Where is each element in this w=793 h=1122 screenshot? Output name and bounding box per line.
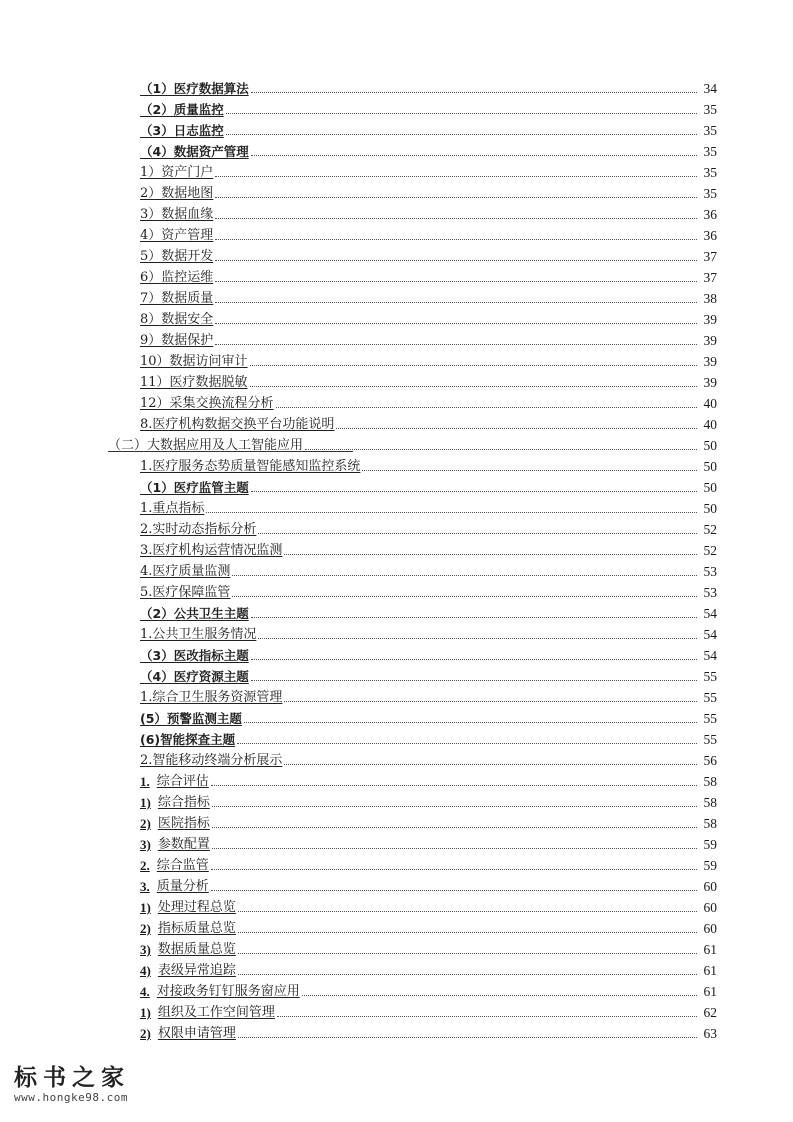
toc-entry[interactable] — [0, 894, 793, 915]
toc-dot-leader — [258, 638, 697, 639]
toc-page-number: 52 — [703, 543, 717, 558]
toc-entry-title[interactable]: 参数配置 — [157, 837, 210, 852]
toc-dot-leader — [250, 365, 697, 366]
toc-entry-title[interactable]: 10）数据访问审计 — [140, 354, 248, 369]
toc-entry-title[interactable]: 综合指标 — [157, 795, 210, 810]
toc-dot-leader — [251, 491, 697, 492]
toc-page-number: 40 — [703, 417, 717, 432]
toc-entry[interactable] — [0, 264, 793, 285]
toc-entry[interactable] — [0, 810, 793, 831]
toc-page-number: 35 — [703, 123, 717, 138]
toc-entry[interactable] — [0, 306, 793, 327]
toc-entry-number: 1) — [140, 900, 151, 915]
toc-entry[interactable] — [0, 600, 793, 621]
toc-entry[interactable] — [0, 201, 793, 222]
toc-page-number: 63 — [703, 1026, 717, 1041]
toc-entry-title[interactable]: （3）医改指标主题 — [140, 648, 249, 663]
toc-entry[interactable] — [0, 516, 793, 537]
toc-page-number: 53 — [703, 564, 717, 579]
toc-dot-leader — [251, 617, 697, 618]
toc-entry[interactable] — [0, 663, 793, 684]
toc-entry[interactable] — [0, 285, 793, 306]
toc-entry-title[interactable]: 5）数据开发 — [140, 249, 214, 264]
toc-entry-title[interactable]: 数据质量总览 — [157, 942, 236, 957]
toc-entry-title[interactable]: （2）质量监控 — [140, 102, 224, 117]
toc-entry[interactable] — [0, 768, 793, 789]
toc-dot-leader — [215, 281, 697, 282]
toc-page-number: 60 — [703, 921, 717, 936]
toc-entry-title[interactable]: （1）医疗监管主题 — [140, 480, 249, 495]
toc-entry-number: 4) — [140, 963, 151, 978]
toc-entry-title[interactable]: 11）医疗数据脱敏 — [140, 375, 248, 390]
toc-entry[interactable] — [0, 495, 793, 516]
toc-page-number: 36 — [703, 228, 717, 243]
toc-dot-leader — [206, 512, 697, 513]
toc-entry-title[interactable]: 组织及工作空间管理 — [157, 1005, 275, 1020]
toc-page-number: 35 — [703, 186, 717, 201]
toc-entry-title[interactable]: 8）数据安全 — [140, 312, 214, 327]
toc-entry-title[interactable]: （1）医疗数据算法 — [140, 81, 249, 96]
toc-entry-number: 3. — [140, 879, 150, 894]
toc-dot-leader — [238, 953, 697, 954]
toc-dot-leader — [215, 197, 697, 198]
toc-entry[interactable] — [0, 621, 793, 642]
toc-dot-leader — [258, 533, 697, 534]
toc-dot-leader — [211, 890, 697, 891]
toc-entry[interactable] — [0, 579, 793, 600]
toc-entry[interactable] — [0, 474, 793, 495]
toc-entry[interactable] — [0, 117, 793, 138]
toc-entry[interactable] — [0, 537, 793, 558]
toc-entry-title[interactable]: 质量分析 — [156, 879, 209, 894]
toc-entry-number: 1) — [140, 795, 151, 810]
toc-page-number: 39 — [703, 333, 717, 348]
toc-dot-leader — [211, 785, 697, 786]
toc-dot-leader — [284, 554, 697, 555]
toc-entry[interactable] — [0, 138, 793, 159]
toc-dot-leader — [238, 932, 697, 933]
toc-dot-leader — [232, 575, 697, 576]
toc-page-number: 61 — [703, 963, 717, 978]
toc-entry[interactable] — [0, 726, 793, 747]
toc-page-number: 59 — [703, 858, 717, 873]
toc-entry[interactable] — [0, 432, 793, 453]
toc-entry-number: 2) — [140, 1026, 151, 1041]
toc-dot-leader — [305, 449, 697, 450]
toc-dot-leader — [277, 1016, 697, 1017]
toc-entry[interactable] — [0, 369, 793, 390]
toc-page-number: 55 — [703, 690, 717, 705]
toc-page-number: 38 — [703, 291, 717, 306]
toc-dot-leader — [302, 995, 697, 996]
toc-page-number: 54 — [703, 648, 717, 663]
toc-page-number: 52 — [703, 522, 717, 537]
toc-entry-title[interactable]: 处理过程总览 — [157, 900, 236, 915]
toc-dot-leader — [215, 176, 697, 177]
toc-entry-title[interactable]: （2）公共卫生主题 — [140, 606, 249, 621]
toc-entry[interactable] — [0, 789, 793, 810]
toc-page-number: 54 — [703, 627, 717, 642]
toc-dot-leader — [226, 134, 697, 135]
toc-entry-title[interactable]: 医院指标 — [157, 816, 210, 831]
toc-dot-leader — [215, 239, 697, 240]
toc-dot-leader — [251, 659, 697, 660]
toc-entry[interactable] — [0, 96, 793, 117]
toc-page-number: 55 — [703, 711, 717, 726]
toc-dot-leader — [284, 764, 697, 765]
toc-entry[interactable] — [0, 684, 793, 705]
toc-dot-leader — [250, 386, 697, 387]
toc-page-number: 39 — [703, 312, 717, 327]
toc-entry[interactable] — [0, 243, 793, 264]
toc-entry[interactable] — [0, 453, 793, 474]
toc-entry[interactable] — [0, 75, 793, 96]
toc-entry[interactable] — [0, 327, 793, 348]
toc-dot-leader — [284, 701, 697, 702]
toc-entry-title[interactable]: 1.综合卫生服务资源管理 — [140, 690, 283, 705]
toc-page-number: 35 — [703, 144, 717, 159]
toc-page-number: 55 — [703, 732, 717, 747]
toc-dot-leader — [244, 722, 697, 723]
toc-page-number: 62 — [703, 1005, 717, 1020]
toc-dot-leader — [212, 827, 697, 828]
toc-entry-title[interactable]: 1.重点指标 — [140, 501, 205, 516]
toc-entry-title[interactable]: 表级异常追踪 — [157, 963, 236, 978]
toc-dot-leader — [215, 218, 697, 219]
toc-dot-leader — [232, 596, 697, 597]
toc-dot-leader — [212, 806, 697, 807]
toc-dot-leader — [251, 155, 697, 156]
toc-entry-title[interactable]: 6）监控运维 — [140, 270, 214, 285]
toc-page-number: 39 — [703, 354, 717, 369]
watermark-url: www.hongke98.com — [14, 1091, 128, 1104]
toc-entry-title[interactable]: 3.医疗机构运营情况监测 — [140, 543, 283, 558]
toc-entry-title[interactable]: 1）资产门户 — [140, 165, 214, 180]
toc-dot-leader — [251, 680, 697, 681]
toc-entry-title[interactable]: 4.医疗质量监测 — [140, 564, 231, 579]
toc-entry-title[interactable]: 指标质量总览 — [157, 921, 236, 936]
toc-entry-title[interactable]: 对接政务钉钉服务窗应用 — [156, 984, 300, 999]
toc-page-number: 54 — [703, 606, 717, 621]
toc-page-number: 37 — [703, 249, 717, 264]
toc-page-number: 35 — [703, 102, 717, 117]
toc-entry[interactable] — [0, 936, 793, 957]
toc-entry[interactable] — [0, 390, 793, 411]
toc-page-number: 40 — [703, 396, 717, 411]
toc-dot-leader — [362, 470, 697, 471]
toc-entry[interactable] — [0, 558, 793, 579]
toc-entry[interactable] — [0, 159, 793, 180]
toc-page-number: 53 — [703, 585, 717, 600]
toc-entry[interactable] — [0, 999, 793, 1020]
toc-dot-leader — [211, 869, 697, 870]
toc-dot-leader — [336, 428, 697, 429]
toc-entry-title[interactable]: 1.医疗服务态势质量智能感知监控系统 — [140, 459, 361, 474]
toc-entry[interactable] — [0, 978, 793, 999]
toc-page-number: 60 — [703, 879, 717, 894]
toc-dot-leader — [238, 1037, 697, 1038]
toc-dot-leader — [212, 848, 697, 849]
toc-entry-number: 1. — [140, 774, 150, 789]
toc-entry-title[interactable]: 综合监管 — [156, 858, 209, 873]
toc-entry-title[interactable]: （3）日志监控 — [140, 123, 224, 138]
toc-dot-leader — [215, 260, 697, 261]
toc-dot-leader — [251, 92, 697, 93]
toc-entry-title[interactable]: 2）数据地图 — [140, 186, 214, 201]
toc-entry-title[interactable]: 权限申请管理 — [157, 1026, 236, 1041]
toc-entry[interactable] — [0, 852, 793, 873]
toc-entry-title[interactable]: 2.实时动态指标分析 — [140, 522, 257, 537]
toc-entry[interactable] — [0, 705, 793, 726]
toc-entry[interactable] — [0, 747, 793, 768]
toc-entry-title[interactable]: 5.医疗保障监管 — [140, 585, 231, 600]
toc-page-number: 59 — [703, 837, 717, 852]
toc-page-number: 58 — [703, 816, 717, 831]
toc-dot-leader — [238, 911, 697, 912]
toc-entry-title[interactable]: 3）数据血缘 — [140, 207, 214, 222]
toc-entry[interactable] — [0, 957, 793, 978]
toc-page-number: 55 — [703, 669, 717, 684]
toc-entry[interactable] — [0, 222, 793, 243]
toc-dot-leader — [215, 344, 697, 345]
toc-entry-number: 1) — [140, 1005, 151, 1020]
toc-entry-title[interactable]: 7）数据质量 — [140, 291, 214, 306]
toc-dot-leader — [237, 743, 697, 744]
toc-entry-title[interactable]: （4）医疗资源主题 — [140, 669, 249, 684]
toc-dot-leader — [276, 407, 697, 408]
toc-entry-title[interactable]: （二）大数据应用及人工智能应用 — [108, 438, 304, 453]
toc-dot-leader — [226, 113, 697, 114]
toc-entry-title[interactable]: 2.智能移动终端分析展示 — [140, 753, 283, 768]
toc-entry-title[interactable]: (5）预警监测主题 — [140, 711, 242, 726]
toc-page-number: 35 — [703, 165, 717, 180]
toc-page-number: 34 — [703, 81, 717, 96]
toc-entry[interactable] — [0, 411, 793, 432]
toc-page-number: 37 — [703, 270, 717, 285]
toc-page-number: 50 — [703, 438, 717, 453]
toc-entry-title[interactable]: 8.医疗机构数据交换平台功能说明 — [140, 417, 335, 432]
toc-page-number: 50 — [703, 501, 717, 516]
toc-page-number: 56 — [703, 753, 717, 768]
toc-page-number: 61 — [703, 942, 717, 957]
toc-page-number: 50 — [703, 459, 717, 474]
toc-entry-title[interactable]: 4）资产管理 — [140, 228, 214, 243]
toc-page-number: 39 — [703, 375, 717, 390]
toc-page-number: 50 — [703, 480, 717, 495]
toc-entry-number: 3) — [140, 837, 151, 852]
toc-dot-leader — [215, 302, 697, 303]
toc-entry-number: 3) — [140, 942, 151, 957]
toc-entry-title[interactable]: (6)智能探查主题 — [140, 732, 236, 747]
toc-entry[interactable] — [0, 873, 793, 894]
toc-entry[interactable] — [0, 180, 793, 201]
toc-page-number: 58 — [703, 774, 717, 789]
watermark-logo — [14, 1065, 174, 1104]
toc-entry-title[interactable]: （4）数据资产管理 — [140, 144, 249, 159]
toc-dot-leader — [238, 974, 697, 975]
toc-entry[interactable] — [0, 348, 793, 369]
toc-entry[interactable] — [0, 915, 793, 936]
toc-entry-title[interactable]: 综合评估 — [156, 774, 209, 789]
toc-entry-number: 2) — [140, 816, 151, 831]
toc-entry-title[interactable]: 1.公共卫生服务情况 — [140, 627, 257, 642]
toc-entry[interactable] — [0, 831, 793, 852]
table-of-contents — [0, 75, 793, 1041]
watermark-brand: 标书之家 — [14, 1065, 130, 1091]
toc-entry-number: 4. — [140, 984, 150, 999]
toc-entry-title[interactable]: 9）数据保护 — [140, 333, 214, 348]
toc-page-number: 58 — [703, 795, 717, 810]
toc-entry-number: 2) — [140, 921, 151, 936]
toc-page-number: 60 — [703, 900, 717, 915]
toc-dot-leader — [215, 323, 697, 324]
toc-page-number: 61 — [703, 984, 717, 999]
toc-entry-title[interactable]: 12）采集交换流程分析 — [140, 396, 274, 411]
toc-entry[interactable] — [0, 642, 793, 663]
toc-entry-number: 2. — [140, 858, 150, 873]
toc-page-number: 36 — [703, 207, 717, 222]
toc-entry[interactable] — [0, 1020, 793, 1041]
